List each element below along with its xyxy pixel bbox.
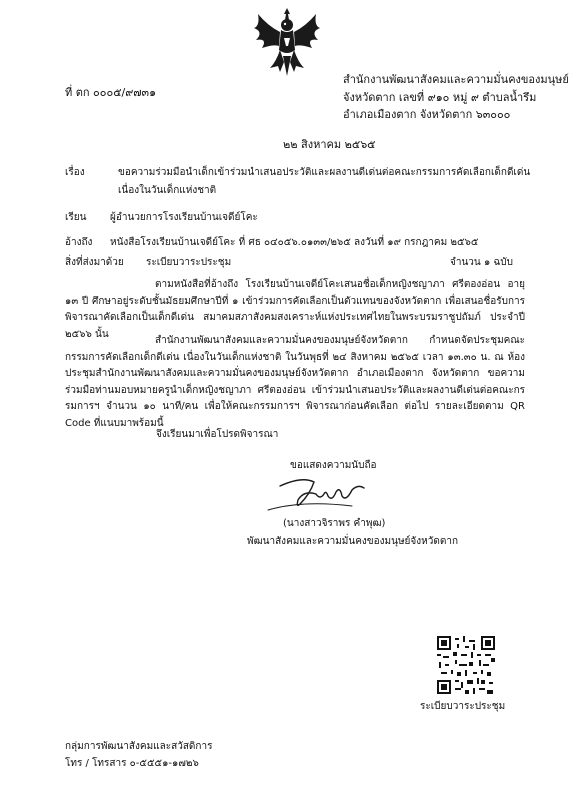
- signer-name: (นางสาวจิราพร คำพุฒ): [283, 518, 386, 529]
- enclosure-label: สิ่งที่ส่งมาด้วย: [65, 257, 124, 268]
- garuda-emblem-icon: [250, 6, 324, 78]
- sender-address-line-3: อำเภอเมืองตาก จังหวัดตาก ๖๓๐๐๐: [343, 108, 511, 121]
- qr-caption: ระเบียบวาระประชุม: [420, 701, 506, 712]
- subject-line-1: ขอความร่วมมือนำเด็กเข้าร่วมนำเสนอประวัติและผลงานดีเด่นต่อคณะกรรมการคัดเลือกเด็กดีเด่น: [118, 167, 531, 178]
- regards: ขอแสดงความนับถือ: [290, 460, 377, 471]
- sender-address-line-1: สำนักงานพัฒนาสังคมและความมั่นคงของมนุษย์: [343, 73, 569, 86]
- reference-number: ที่ ตก ๐๐๐๕/๙๗๓๑: [65, 86, 157, 99]
- signature-mark: [262, 470, 382, 515]
- qr-code-icon[interactable]: [437, 636, 495, 694]
- reference-label: อ้างถึง: [65, 237, 93, 248]
- paragraph-2-text: สำนักงานพัฒนาสังคมและความมั่นคงของมนุษย์จังหวัดตาก กำหนดจัดประชุมคณะกรรมการคัดเลือกเด็กดีเด่น เนื่องในวันเด็กแห่งชาติ ในวันพุธที่ ๒๔ สิงหาคม ๒๕๖๕ เวลา ๑๓.๓๐ น. ณ ห้องประชุมสำนักงานพัฒนาสังคมและความมั่นคงของมนุษย์จังหวัดตาก อำเภอเมืองตาก จังหวัดตาก ขอความร่วมมือท่านมอบหมายครูนำเด็กหญิงชญาภา ศรีตองอ่อน เข้าร่วมนำเสนอประวัติและผลงานดีเด่นต่อคณะกรรมการฯ จำนวน ๑๐ นาที/คน เพื่อให้คณะกรรมการฯ พิจารณาก่อนคัดเลือก ต่อไป รายละเอียดตาม QR Code ที่แนบมาพร้อมนี้: [65, 335, 525, 429]
- reference-text: หนังสือโรงเรียนบ้านเจดีย์โคะ ที่ ศธ ๐๔๐๕๖.๐๑๓๓/๒๖๕ ลงวันที่ ๑๙ กรกฎาคม ๒๕๖๕: [110, 237, 479, 248]
- body-paragraph-2: [65, 333, 525, 432]
- footer-phone: โทร / โทรสาร ๐-๕๕๕๑-๑๗๒๖: [65, 758, 199, 769]
- recipient: ผู้อำนวยการโรงเรียนบ้านเจดีย์โคะ: [110, 212, 258, 223]
- footer-department: กลุ่มการพัฒนาสังคมและสวัสดิการ: [65, 741, 213, 752]
- sender-address-line-2: จังหวัดตาก เลขที่ ๙๑๐ หมู่ ๙ ตำบลน้ำรึม: [343, 91, 537, 104]
- paragraph-1-text: ตามหนังสือที่อ้างถึง โรงเรียนบ้านเจดีย์โคะเสนอชื่อเด็กหญิงชญาภา ศรีตองอ่อน อายุ ๑๓ ปี ศึกษาอยู่ระดับชั้นมัธยมศึกษาปีที่ ๑ เข้าร่วมการคัดเลือกเป็นตัวแทนของจังหวัดตาก เพื่อเสนอชื่อรับการพิจารณาคัดเลือกเป็นเด็กดีเด่น สมาคมสภาสังคมสงเคราะห์แห่งประเทศไทยในพระบรมราชูปถัมภ์ ประจำปี ๒๕๖๖ นั้น: [65, 279, 525, 340]
- salutation-label: เรียน: [65, 212, 87, 223]
- signer-title: พัฒนาสังคมและความมั่นคงของมนุษย์จังหวัดตาก: [247, 536, 459, 547]
- enclosure-item: ระเบียบวาระประชุม: [146, 257, 232, 268]
- closing-request: จึงเรียนมาเพื่อโปรดพิจารณา: [156, 429, 279, 440]
- enclosure-count: จำนวน ๑ ฉบับ: [450, 257, 513, 268]
- letter-date: ๒๒ สิงหาคม ๒๕๖๕: [283, 138, 376, 151]
- subject-line-2: เนื่องในวันเด็กแห่งชาติ: [118, 185, 217, 196]
- subject-label: เรื่อง: [65, 167, 85, 178]
